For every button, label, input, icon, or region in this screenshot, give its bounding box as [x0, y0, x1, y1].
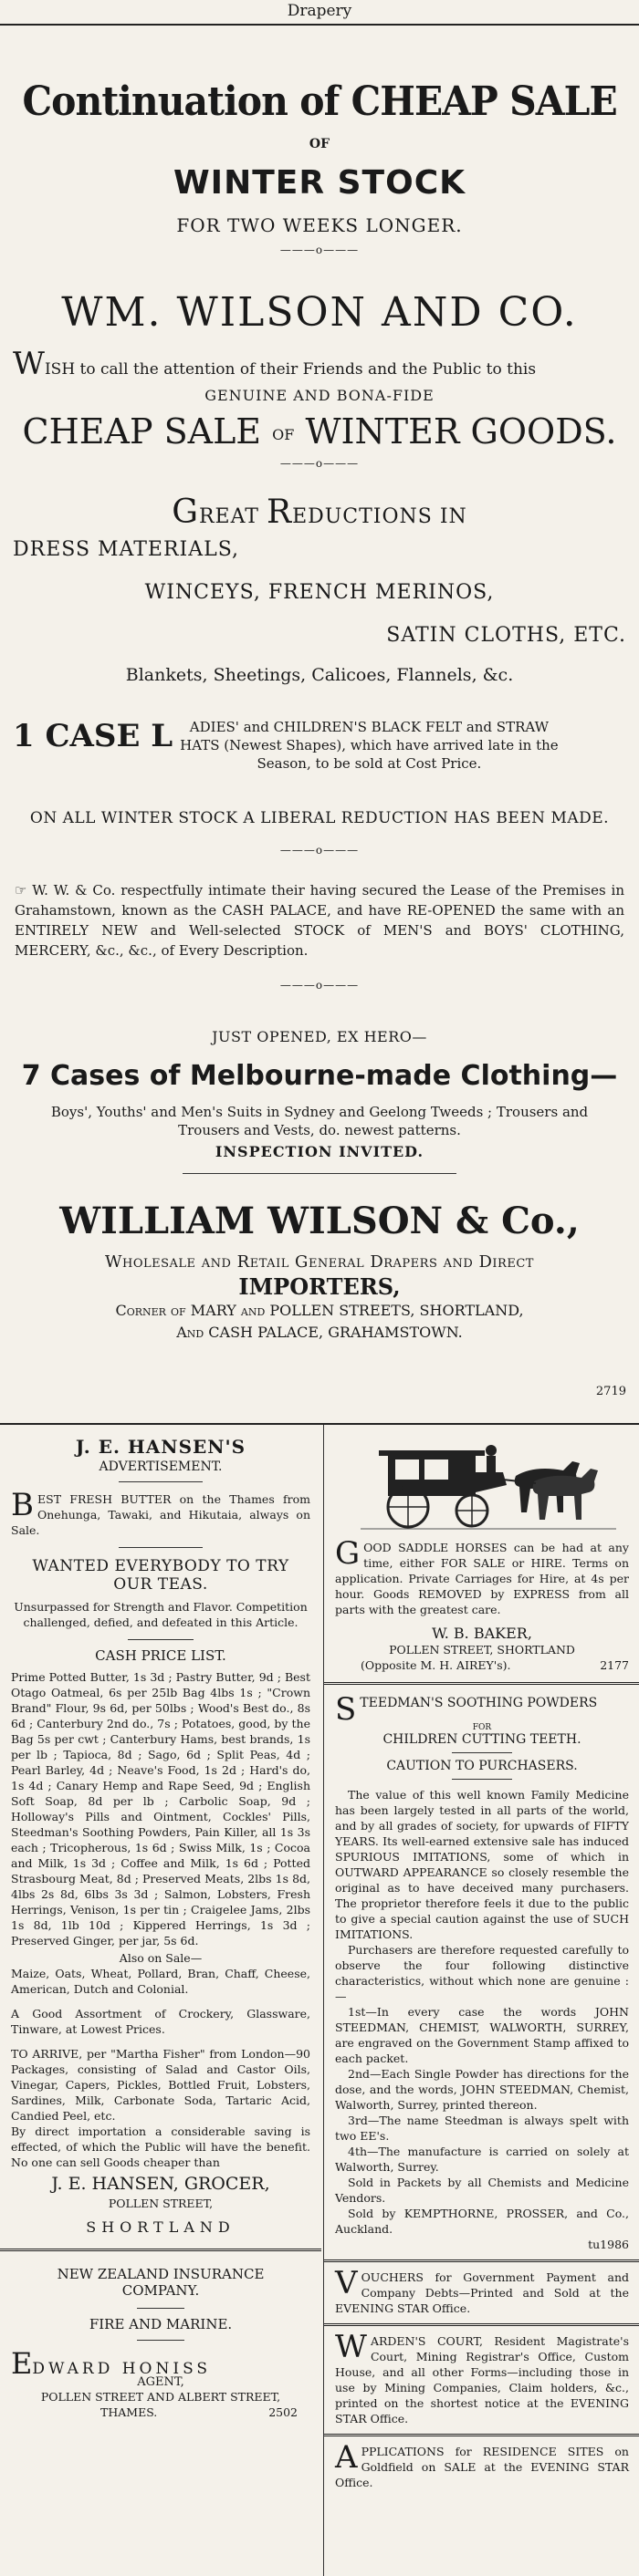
ad-blankets: Blankets, Sheetings, Calicoes, Flannels, &c. [125, 665, 514, 685]
drop-initial: V [335, 2265, 358, 2301]
ad-just-opened: JUST OPENED, EX HERO— [212, 1028, 427, 1045]
ad-wish [13, 346, 626, 382]
hansen-butter [0, 1487, 321, 1538]
wardens-notice [324, 2329, 639, 2426]
ad-satin: SATIN CLOTHS, ETC. [386, 624, 626, 647]
ad-genuine: GENUINE AND BONA-FIDE [204, 387, 435, 404]
steedman-body-1: The value of this well known Family Medicine has been largely tested in all parts of the world, and by all grades of society, for upwards of FIFTY YEARS. Its well-earned extensive sale has induced SPURIOUS IMITATIONS, some of which in OUTWARD APPEARANCE so closely resemble the original as to have deceived many purchasers. The proprietor therefore feels it due to the public to give a special caution against the use of SUCH IMITATIONS. [335, 1788, 629, 1941]
steedman-body-8: Sold by KEMPTHORNE, PROSSER, and Co., Auckland. [335, 2207, 629, 2236]
steedman-children: CHILDREN CUTTING TEETH. [382, 1732, 581, 1747]
divider-rule [324, 1682, 639, 1685]
steedman-for: FOR [472, 1723, 492, 1732]
case-text-1: ADIES' and CHILDREN'S BLACK FELT and STRAW [189, 719, 550, 735]
ad-william-wilson: WILLIAM WILSON & Co., [59, 1200, 580, 1242]
divider: ———o——— [279, 457, 360, 470]
case-text-3: Season, to be sold at Cost Price. [257, 755, 482, 772]
hansen-grocer: J. E. HANSEN, GROCER, [51, 2174, 270, 2194]
ad-seven-cases: 7 Cases of Melbourne-made Clothing— [21, 1060, 618, 1092]
ad-cheap-sale [0, 411, 639, 452]
wardens-text: ARDEN'S COURT, Resident Magistrate's Court, Mining Registrar's Office, Custom House, and all other Forms—including those in use by Mining Companies, Claim holders, &c., printed on the shortest notice at the EVENING STAR Office. [335, 2334, 629, 2425]
divider-rule [0, 2249, 321, 2251]
ad-corner: Corner of MARY and POLLEN STREETS, SHORTLAND, [115, 1302, 524, 1319]
wish-text: ISH to call the attention of their Friends and the Public to this [44, 360, 537, 379]
hansen-pollen: POLLEN STREET, [108, 2197, 214, 2210]
hansen-wanted-2: OUR TEAS. [113, 1575, 208, 1594]
agent-name-text: DWARD HONISS [32, 2360, 212, 2378]
ad-winter-stock: WINTER STOCK [173, 164, 466, 202]
steedman-body-7: Sold in Packets by all Chemists and Medicine Vendors. [335, 2176, 629, 2205]
divider: ———o——— [279, 979, 360, 992]
divider-rule [137, 2308, 184, 2309]
ad-on-all: ON ALL WINTER STOCK A LIBERAL REDUCTION HAS BEEN MADE. [29, 809, 610, 827]
butter-text: EST FRESH BUTTER on the Thames from Onehunga, Tawaki, and Hikutaia, always on Sale. [11, 1492, 310, 1537]
ad-boys: Boys', Youths' and Men's Suits in Sydney and Geelong Tweeds ; Trousers and Trousers and Vests, do. newest patterns. [50, 1104, 589, 1138]
nz-title-2: COMPANY. [121, 2282, 200, 2299]
ad-wholesale: Wholesale and Retail General Drapers and Direct [105, 1252, 534, 1272]
hansen-direct: By direct importation a considerable saving is effected, of which the Public will have the benefit. No one can sell Goods cheaper than [11, 2124, 310, 2169]
steedman-number: tu1986 [588, 2238, 629, 2251]
nz-footer [0, 2405, 321, 2420]
ad-case [13, 718, 626, 773]
baker-footer [324, 1657, 639, 1673]
nz-thames: THAMES. [100, 2405, 158, 2419]
steedman-body-5: 3rd—The name Steedman is always spelt with two EE's. [335, 2114, 629, 2143]
case-label: 1 CASE L [13, 718, 173, 754]
divider-rule [324, 2259, 639, 2262]
hansen-shortland: SHORTLAND [86, 2218, 236, 2236]
ad-of: OF [309, 137, 330, 151]
ad-importers: IMPORTERS, [238, 1273, 401, 1300]
case-text-2: HATS (Newest Shapes), which have arrived late in the [180, 737, 559, 753]
divider-rule [183, 1173, 456, 1174]
case-text [180, 718, 559, 773]
baker-number: 2177 [600, 1658, 629, 1672]
drop-initial: E [11, 2346, 33, 2381]
divider: ———o——— [279, 844, 360, 857]
left-column [0, 1425, 321, 2576]
horses-text: OOD SADDLE HORSES can be had at any time, either FOR SALE or HIRE. Terms on application. Private Carriages for Hire, at 4s per hour. Goods REMOVED by EXPRESS from all parts with the greatest care. [335, 1541, 629, 1616]
applications-text: PPLICATIONS for RESIDENCE SITES on Goldfield on SALE at the EVENING STAR Office. [335, 2445, 629, 2489]
steedman-body-6: 4th—The manufacture is carried on solely at Walworth, Surrey. [335, 2145, 629, 2174]
drop-initial: W [13, 346, 45, 382]
hansen-title: J. E. HANSEN'S [75, 1436, 246, 1458]
baker-name: W. B. BAKER, [432, 1625, 532, 1642]
drop-initial: A [335, 2439, 358, 2476]
nz-address: POLLEN STREET AND ALBERT STREET, [40, 2390, 281, 2404]
drop-initial: W [335, 2329, 367, 2365]
divider-rule [452, 1752, 512, 1753]
hansen-wanted: WANTED EVERYBODY TO TRY [32, 1557, 289, 1575]
ad-number: 2719 [595, 1385, 626, 1398]
coach-illustration [324, 1428, 639, 1536]
hansen-crockery: A Good Assortment of Crockery, Glassware, Tinware, at Lowest Prices. [11, 2007, 310, 2036]
ad-winceys: WINCEYS, FRENCH MERINOS, [144, 581, 495, 604]
steedman-body-3: 1st—In every case the words JOHN STEEDMAN, CHEMIST, WALWORTH, SURREY, are engraved on the Government Stamp affixed to each packet. [335, 2005, 629, 2065]
hansen-also: Also on Sale— [119, 1951, 203, 1965]
hansen-arrive: TO ARRIVE, per "Martha Fisher" from London—90 Packages, consisting of Salad and Castor Oils, Vinegar, Capers, Pickles, Bottled Fruit, Lobsters, Sardines, Milk, Carbonate Soda, Tartaric Acid, Candied Peel, etc. [11, 2047, 310, 2123]
ad-dress: DRESS MATERIALS, [13, 538, 239, 561]
ad-company: WM. WILSON AND CO. [61, 289, 578, 336]
section-header: Drapery [0, 0, 639, 26]
divider-rule [324, 2434, 639, 2436]
steedman-caution: CAUTION TO PURCHASERS. [386, 1759, 578, 1773]
baker-horses [324, 1535, 639, 1617]
horse-carriage-icon [324, 1428, 639, 1536]
hansen-cash-price: CASH PRICE LIST. [95, 1647, 226, 1664]
right-column [323, 1425, 639, 2576]
divider-rule [452, 1779, 512, 1780]
winter-goods-text: WINTER GOODS. [305, 411, 617, 452]
great-rest: REAT [198, 505, 259, 528]
hansen-advert: ADVERTISEMENT. [99, 1459, 223, 1474]
vouchers-notice [324, 2265, 639, 2316]
drop-initial: B [11, 1487, 34, 1523]
cheap-sale-text: CHEAP SALE [22, 411, 262, 452]
great-initial: G [172, 493, 199, 531]
divider-rule [119, 1481, 203, 1482]
vouchers-text: OUCHERS for Government Payment and Company Debts—Printed and Sold at the EVENING STAR Office. [335, 2270, 629, 2315]
divider-rule [119, 1547, 203, 1548]
lower-columns [0, 1423, 639, 2576]
ad-inspection: INSPECTION INVITED. [215, 1143, 424, 1160]
hansen-price-list: Prime Potted Butter, 1s 3d ; Pastry Butter, 9d ; Best Otago Oatmeal, 6s per 25lb Bag 4lbs 1s ; "Crown Brand" Flour, 9s 6d, per 50lbs ; Wood's Best do., 8s 6d ; Canterbury 2nd do., 7s ; Potatoes, good, by the Bag 5s per cwt ; Canterbury Hams, best brands, 1s per lb ; Tapioca, 8d ; Sago, 6d ; Split Peas, 4d ; Pearl Barley, 4d ; Neave's Food, 1s 2d ; Hard's do, 1s 4d ; Canary Hemp and Rape Seed, 9d ; English Soft Soap, 8d per lb ; Carbolic Soap, 9d ; Holloway's Pills and Ointment, Cockles' Pills, Steedman's Soothing Powders, Pain Killer, all 1s 3s each ; Tricopherous, 1s 6d ; Swiss Milk, 1s ; Cocoa and Milk, 1s 3d ; Coffee and Milk, 1s 6d ; Potted Strasbourg Meat, 8d ; Preserved Meats, 2lbs 1s 8d, 4lbs 2s 8d, 6lbs 3s 3d ; Salmon, Lobsters, Fresh Herrings, Venison, 1s per tin ; Craigelee Jams, 2lbs 1s 8d, 1lb 10d ; Kippered Herrings, 1s 3d ; Preserved Ginger, per jar, 5s 6d. [11, 1670, 310, 1948]
steedman-body-4: 2nd—Each Single Powder has directions for the dose, and the words, JOHN STEEDMAN, Chemist, Walworth, Surrey, printed thereon. [335, 2067, 629, 2112]
baker-opposite: (Opposite M. H. AIREY's). [361, 1658, 511, 1672]
ad-great-reductions [0, 493, 639, 531]
baker-street: POLLEN STREET, SHORTLAND [389, 1643, 575, 1657]
ad-ww-notice: ☞ W. W. & Co. respectfully intimate their having secured the Lease of the Premises in Grahamstown, known as the CASH PALACE, and have RE-OPENED the same with an ENTIRELY NEW and Well-selected STOCK of MEN'S and BOYS' CLOTHING, MERCERY, &c., &c., of Every Description. [15, 882, 624, 959]
divider-rule [128, 1639, 194, 1640]
ad-two-weeks: FOR TWO WEEKS LONGER. [176, 214, 463, 236]
hansen-also-text: Maize, Oats, Wheat, Pollard, Bran, Chaff, Cheese, American, Dutch and Colonial. [11, 1967, 310, 1996]
divider-rule [324, 2323, 639, 2326]
hansen-unsurpassed: Unsurpassed for Strength and Flavor. Competition challenged, defied, and defeated in this Article. [14, 1600, 308, 1629]
divider: ———o——— [279, 244, 360, 256]
ad-cash-palace: And CASH PALACE, GRAHAMSTOWN. [176, 1324, 463, 1341]
drop-initial: G [335, 1535, 361, 1572]
reductions-rest: EDUCTIONS IN [292, 505, 467, 528]
reductions-initial: R [266, 493, 293, 531]
steedman-title-text: TEEDMAN'S SOOTHING POWDERS [360, 1696, 598, 1710]
nz-number: 2502 [268, 2405, 298, 2419]
steedman-body-2: Purchasers are therefore requested carefully to observe the four following distinctive characteristics, without which none are genuine :— [335, 1943, 629, 2003]
divider-rule [137, 2340, 184, 2341]
applications-notice [324, 2439, 639, 2490]
nz-title-1: NEW ZEALAND INSURANCE [57, 2266, 265, 2282]
cheap-of: OF [272, 426, 295, 443]
drop-initial: S [335, 1691, 357, 1728]
nz-agent: AGENT, [137, 2375, 184, 2389]
ad-headline: Continuation of CHEAP SALE [22, 78, 617, 125]
nz-fire: FIRE AND MARINE. [89, 2316, 233, 2332]
wilson-advertisement [0, 26, 639, 1421]
